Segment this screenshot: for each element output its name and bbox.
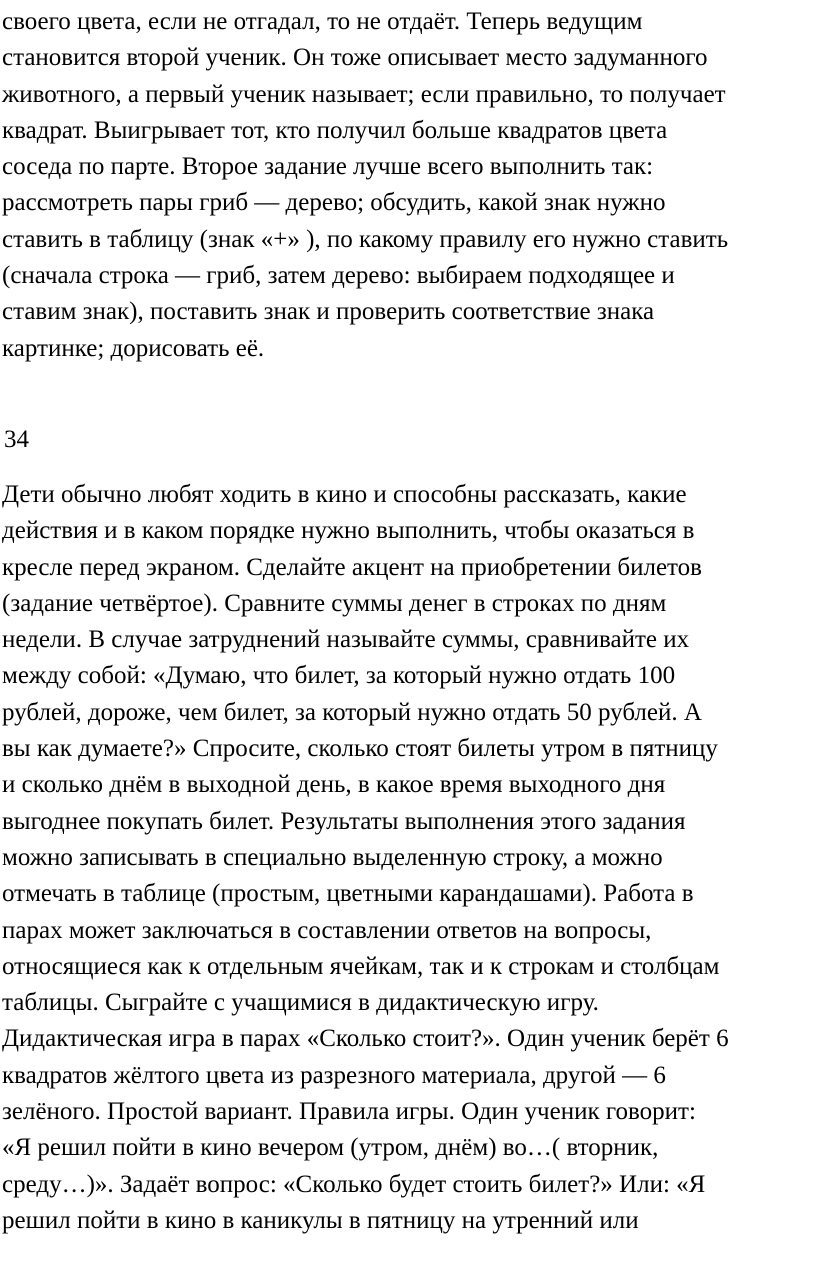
text-line: (сначала строка — гриб, затем дерево: выбираем подходящее и <box>2 262 675 290</box>
text-line: квадратов жёлтого цвета из разрезного материала, другой — 6 <box>2 1061 666 1089</box>
text-line: отмечать в таблице (простым, цветными карандашами). Работа в <box>2 880 694 908</box>
text-line: выгоднее покупать билет. Результаты выполнения этого задания <box>2 807 686 835</box>
text-line: животного, а первый ученик называет; если правильно, то получает <box>2 80 726 108</box>
text-line: кресле перед экраном. Сделайте акцент на приобретении билетов <box>2 553 702 581</box>
text-line: (задание четвёртое). Сравните суммы денег в строках по дням <box>2 589 667 617</box>
paragraph-cinema-task <box>2 477 729 1239</box>
text-line: рублей, дороже, чем билет, за который нужно отдать 50 рублей. А <box>2 698 702 726</box>
text-line: между собой: «Думаю, что билет, за который нужно отдать 100 <box>2 662 676 690</box>
text-line: становится второй ученик. Он тоже описывает место задуманного <box>2 44 708 72</box>
text-line: вы как думаете?» Спросите, сколько стоят билеты утром в пятницу <box>2 735 718 763</box>
text-line: Дидактическая игра в парах «Сколько стоит?». Один ученик берёт 6 <box>2 1025 729 1053</box>
text-line: Дети обычно любят ходить в кино и способны рассказать, какие <box>2 481 687 508</box>
text-line: парах может заключаться в составлении ответов на вопросы, <box>2 916 652 944</box>
text-line: относящиеся как к отдельным ячейкам, так и к строкам и столбцам <box>2 952 720 980</box>
text-line: «Я решил пойти в кино вечером (утром, днём) во…( вторник, <box>2 1134 659 1162</box>
text-line: соседа по парте. Второе задание лучше всего выполнить так: <box>2 153 654 181</box>
text-line: ставим знак), поставить знак и проверить соответствие знака <box>2 298 655 326</box>
text-line: решил пойти в кино в каникулы в пятницу на утренний или <box>2 1206 639 1234</box>
text-line: картинке; дорисовать её. <box>2 334 265 362</box>
paragraph-game-rules <box>2 4 728 367</box>
text-line: своего цвета, если не отгадал, то не отдаёт. Теперь ведущим <box>2 8 643 35</box>
text-line: таблицы. Сыграйте с учащимися в дидактическую игру. <box>2 989 599 1017</box>
text-line: зелёного. Простой вариант. Правила игры. Один ученик говорит: <box>2 1098 696 1126</box>
text-line: рассмотреть пары гриб — дерево; обсудить, какой знак нужно <box>2 189 666 217</box>
text-line: и сколько днём в выходной день, в какое время выходного дня <box>2 771 666 799</box>
text-line: действия и в каком порядке нужно выполнить, чтобы оказаться в <box>2 517 695 545</box>
text-line: среду…)». Задаёт вопрос: «Сколько будет стоить билет?» Или: «Я <box>2 1170 706 1198</box>
text-line: ставить в таблицу (знак «+» ), по какому правилу его нужно ставить <box>2 225 729 253</box>
text-line: недели. В случае затруднений называйте суммы, сравнивайте их <box>2 626 690 654</box>
text-line: квадрат. Выигрывает тот, кто получил больше квадратов цвета <box>2 116 668 144</box>
text-line: можно записывать в специально выделенную строку, а можно <box>2 843 663 871</box>
page-number: 34 <box>4 426 29 453</box>
